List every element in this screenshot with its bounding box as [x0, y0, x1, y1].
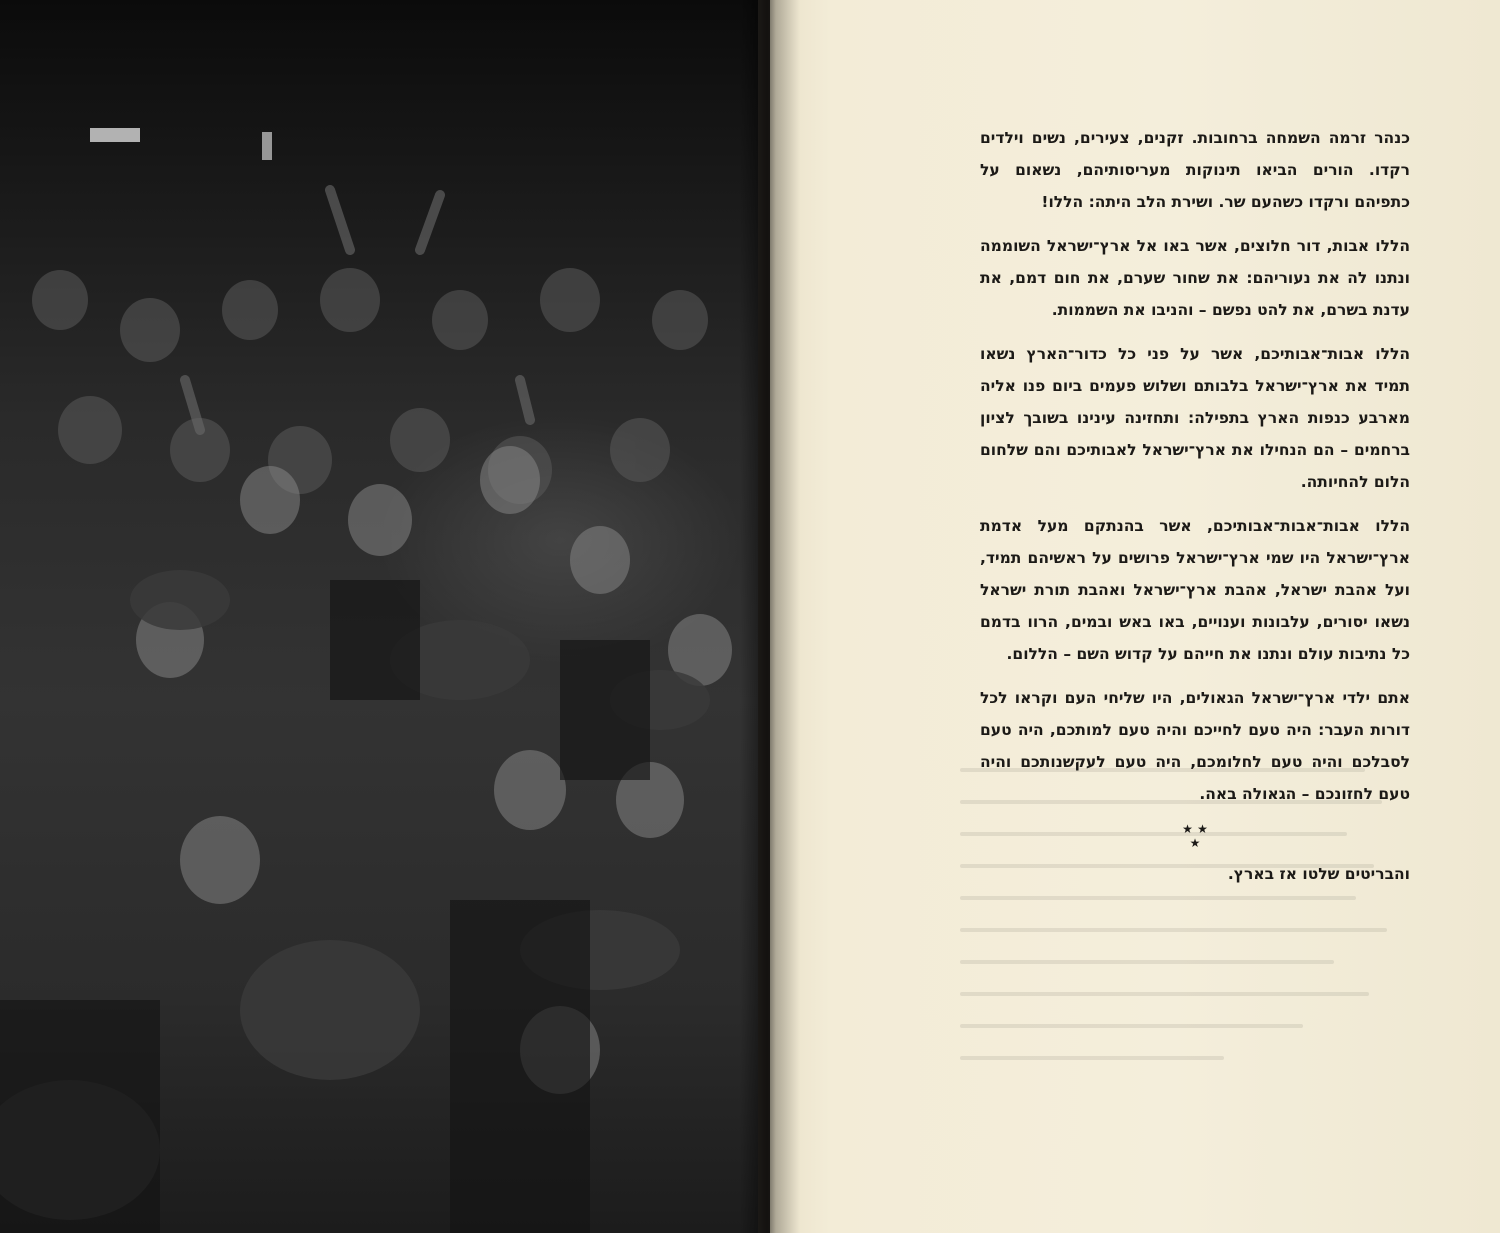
paragraph-2: הללו אבות, דור חלוצים, אשר באו אל ארץ־ישראל השוממה ונתנו לה את נעוריהם: את שחור שערם, את חום דמם, את עדנת בשרם, את להט נפשם – והניבו את השממות. — [980, 237, 1410, 319]
paragraph-3: הללו אבות־אבותיכם, אשר על פני כל כדור־הארץ נשאו תמיד את ארץ־ישראל בלבותם ושלוש פעמים ביום פנו אליה מארבע כנפות הארץ בתפילה: ותחזינה עינינו בשובך לציון ברחמים – הם הנחילו את ארץ־ישראל לאבותיכם והם שלחום הלום להחיותה. — [980, 345, 1410, 491]
text-column — [980, 122, 1410, 890]
right-page — [770, 0, 1500, 1233]
star-separator-icon: ★ ★ ★ — [1182, 822, 1208, 850]
paragraph-1: כנהר זרמה השמחה ברחובות. זקנים, צעירים, נשים וילדים רקדו. הורים הביאו תינוקות מעריסותיהם, נשאום על כתפיהם ורקדו כשהעם שר. ושירת הלב היתה: הללו! — [980, 129, 1410, 211]
closing-line: והבריטים שלטו אז בארץ. — [1227, 865, 1410, 883]
paragraph-4: הללו אבות־אבות־אבותיכם, אשר בהנתקם מעל אדמת ארץ־ישראל היו שמי ארץ־ישראל פרושים על ראשיהם תמיד, ועל אהבת ישראל, אהבת ארץ־ישראל ואהבת תורת ישראל נשאו יסורים, עלבונות וענויים, באו באש ובמים, הרוו בדמם כל נתיבות עולם ונתנו את חייהם על קדוש השם – הללום. — [980, 517, 1410, 663]
paragraph-5: אתם ילדי ארץ־ישראל הגאולים, היו שליחי העם וקראו לכל דורות העבר: היה טעם לחייכם והיה טעם למותכם, היה טעם לסבלכם והיה טעם לחלומכם, היה טעם לעקשנותכם והיה טעם לחזונכם – הגאולה באה. — [980, 689, 1410, 803]
